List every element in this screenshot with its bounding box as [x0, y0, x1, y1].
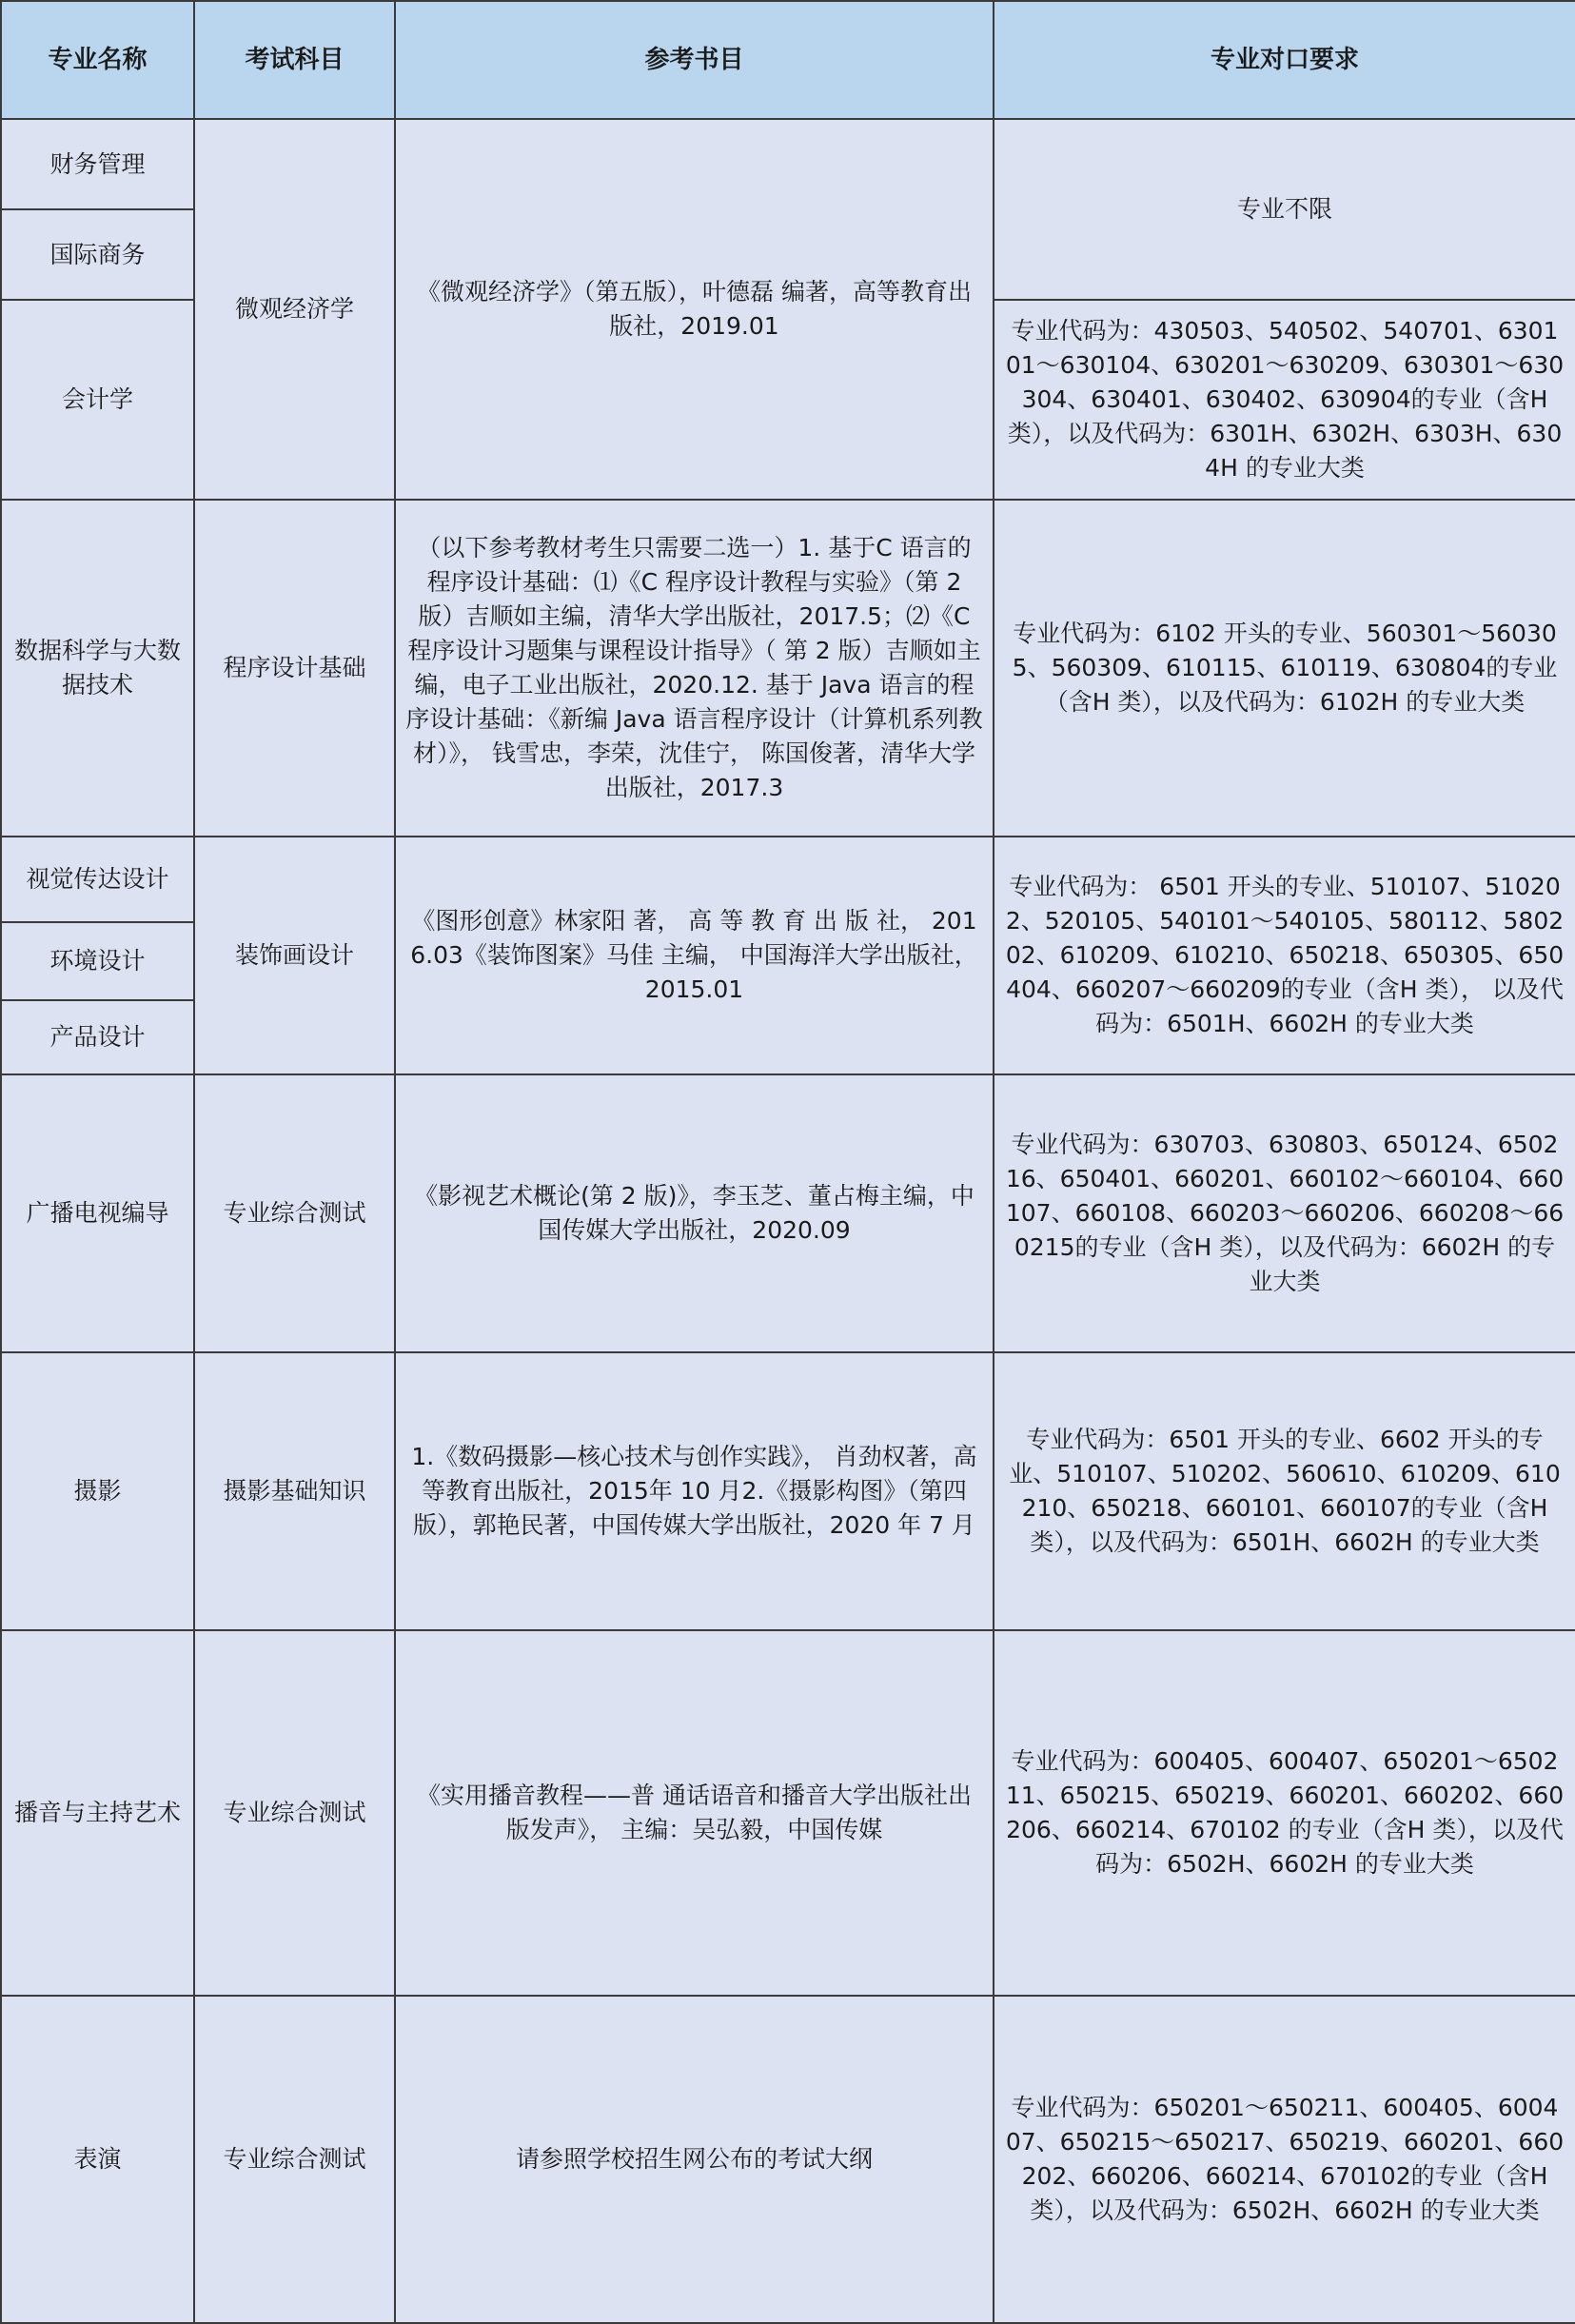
table-row — [1, 119, 1575, 209]
books-cell: 《实用播音教程——普 通话语音和播音大学出版社出版发声》， 主编：吴弘毅，中国传媒 — [395, 1630, 994, 1996]
major-cell: 视觉传达设计 — [1, 837, 194, 922]
requirement-cell: 专业代码为：630703、630803、650124、650216、650401、660201、660102～660104、660107、660108、660203～660206、660208～660215的专业（含H 类），以及代码为：6602H 的专业大类 — [994, 1074, 1575, 1352]
major-cell: 摄影 — [1, 1352, 194, 1630]
requirement-cell: 专业代码为：430503、540502、540701、630101～630104、630201～630209、630301～630304、630401、630402、630904的专业（含H 类），以及代码为：6301H、6302H、6303H、6304H 的专业大类 — [994, 300, 1575, 500]
books-cell: 《微观经济学》（第五版），叶德磊 编著，高等教育出版社，2019.01 — [395, 119, 994, 500]
books-cell: 《影视艺术概论(第 2 版)》，李玉芝、董占梅主编，中国传媒大学出版社，2020.09 — [395, 1074, 994, 1352]
subject-cell: 专业综合测试 — [194, 1074, 395, 1352]
requirement-cell: 专业不限 — [994, 119, 1575, 300]
table-row — [1, 1352, 1575, 1630]
header-books: 参考书目 — [395, 1, 994, 119]
major-cell: 广播电视编导 — [1, 1074, 194, 1352]
major-cell: 产品设计 — [1, 1000, 194, 1074]
subject-cell: 微观经济学 — [194, 119, 395, 500]
subject-cell: 装饰画设计 — [194, 837, 395, 1074]
requirement-cell: 专业代码为：650201～650211、600405、600407、650215～650217、650219、660201、660202、660206、660214、670102的专业（含H 类），以及代码为：6502H、6602H 的专业大类 — [994, 1996, 1575, 2323]
table-row — [1, 837, 1575, 922]
header-requirement: 专业对口要求 — [994, 1, 1575, 119]
subject-cell: 程序设计基础 — [194, 500, 395, 837]
table-row — [1, 1996, 1575, 2323]
table-row — [1, 1630, 1575, 1996]
requirement-cell: 专业代码为：6102 开头的专业、560301～560305、560309、610115、610119、630804的专业（含H 类），以及代码为：6102H 的专业大类 — [994, 500, 1575, 837]
books-cell: 请参照学校招生网公布的考试大纲 — [395, 1996, 994, 2323]
table-row — [1, 500, 1575, 837]
books-cell: 《图形创意》林家阳 著， 高 等 教 育 出 版 社， 2016.03《装饰图案》马佳 主编， 中国海洋大学出版社， 2015.01 — [395, 837, 994, 1074]
requirement-cell: 专业代码为：600405、600407、650201～650211、650215、650219、660201、660202、660206、660214、670102 的专业（含H 类），以及代码为：6502H、6602H 的专业大类 — [994, 1630, 1575, 1996]
requirement-cell: 专业代码为： 6501 开头的专业、510107、510202、520105、540101～540105、580112、580202、610209、610210、650218、650305、650404、660207～660209的专业（含H 类）， 以及代码为：6501H、6602H 的专业大类 — [994, 837, 1575, 1074]
major-cell: 环境设计 — [1, 922, 194, 1000]
major-cell: 财务管理 — [1, 119, 194, 209]
major-cell: 国际商务 — [1, 209, 194, 300]
subject-cell: 专业综合测试 — [194, 1996, 395, 2323]
major-cell: 数据科学与大数据技术 — [1, 500, 194, 837]
books-cell: 1.《数码摄影—核心技术与创作实践》， 肖劲权著，高等教育出版社，2015年 10 月2.《摄影构图》（第四版），郭艳民著，中国传媒大学出版社，2020 年 7 月 — [395, 1352, 994, 1630]
books-cell: （以下参考教材考生只需要二选一）1. 基于C 语言的程序设计基础：⑴《C 程序设计教程与实验》（第 2 版）吉顺如主编，清华大学出版社，2017.5；⑵《C 程序设计习题集与课程设计指导》（ 第 2 版）吉顺如主编，电子工业出版社，2020.12. 基于 Java 语言的程序设计基础：《新编 Java 语言程序设计（计算机系列教材）》， 钱雪忠，李荣，沈佳宁， 陈国俊著，清华大学出版社，2017.3 — [395, 500, 994, 837]
major-cell: 播音与主持艺术 — [1, 1630, 194, 1996]
major-cell: 会计学 — [1, 300, 194, 500]
requirement-cell: 专业代码为：6501 开头的专业、6602 开头的专业、510107、510202、560610、610209、610210、650218、660101、660107的专业（含H 类），以及代码为：6501H、6602H 的专业大类 — [994, 1352, 1575, 1630]
subject-cell: 摄影基础知识 — [194, 1352, 395, 1630]
header-major: 专业名称 — [1, 1, 194, 119]
header-subject: 考试科目 — [194, 1, 395, 119]
subject-cell: 专业综合测试 — [194, 1630, 395, 1996]
header-row — [1, 1, 1575, 119]
major-cell: 表演 — [1, 1996, 194, 2323]
table-row — [1, 1074, 1575, 1352]
